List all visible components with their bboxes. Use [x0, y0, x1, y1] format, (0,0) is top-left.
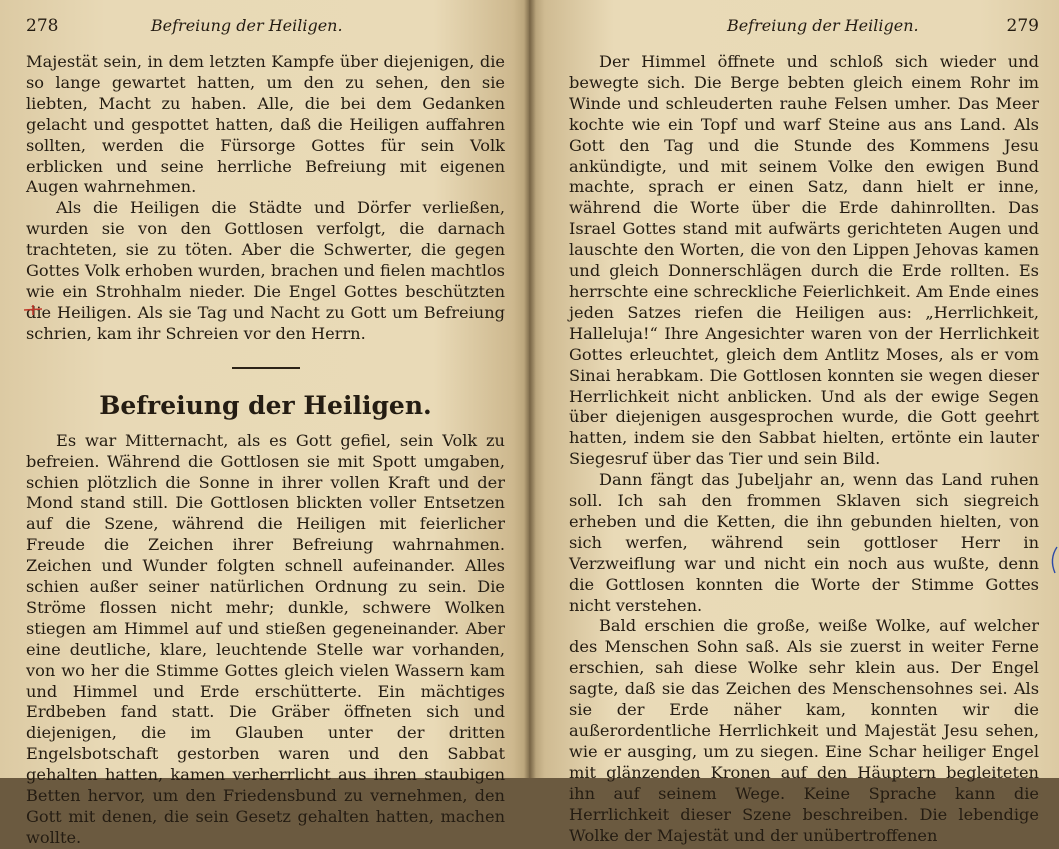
red-pen-mark-icon — [22, 303, 44, 317]
right-paragraph-2: Dann fängt das Jubeljahr an, wenn das Land ruhen soll. Ich sah den frommen Sklaven sich siegreich erheben und die Ketten, die ihn gebunden hielten, von sich werfen, während sein gottloser Herr in Verzweiflung war und nicht ein noch aus wußte, denn die Gottlosen konnten die Worte der Stimme Gottes nicht verstehen. — [569, 470, 1039, 615]
right-paragraph-3: Bald erschien die große, weiße Wolke, auf welcher des Menschen Sohn saß. Als sie zuerst in weiter Ferne erschien, sah diese Wolke sehr klein aus. Der Engel sagte, daß sie das Zeichen des Menschensohnes sei. Als sie der Erde näher kam, konnten wir die außerordentliche Herrlichkeit und Majestät Jesu sehen, wie er ausging, um zu siegen. Eine Schar heiliger Engel mit glänzenden Kronen auf den Häuptern begleiteten ihn auf seinem Wege. Keine Sprache kann die Herrlichkeit dieser Szene beschreiben. Die lebendige Wolke der Majestät und der unübertroffenen — [569, 616, 1039, 845]
left-paragraph-2: Als die Heiligen die Städte und Dörfer verließen, wurden sie von den Gottlosen verfolgt, die darnach trachteten, sie zu töten. Aber die Schwerter, die gegen Gottes Volk erhoben wurden, brachen und fielen machtlos wie ein Strohhalm nieder. Die Engel Gottes beschützten die Heiligen. Als sie Tag und Nacht zu Gott um Befreiung schrien, kam ihr Schreien vor den Herrn. — [26, 198, 505, 343]
section-heading: Befreiung der Heiligen. — [99, 390, 432, 420]
right-running-head — [569, 16, 1039, 40]
left-paragraph-1: Majestät sein, in dem letzten Kampfe über diejenigen, die so lange gewartet hatten, um den zu sehen, den sie liebten, Macht zu haben. Alle, die bei dem Gedanken gelacht und gespottet hatten, daß die Heiligen auffahren sollten, werden die Fürsorge Gottes für sein Volk erblicken und seine herrliche Befreiung mit eigenen Augen wahrnehmen. — [26, 52, 505, 197]
right-running-title: Befreiung der Heiligen. — [726, 16, 919, 35]
right-text-block — [569, 52, 1039, 846]
left-running-title: Befreiung der Heiligen. — [150, 16, 343, 35]
left-running-head — [26, 16, 505, 40]
right-paragraph-1: Der Himmel öffnete und schloß sich wieder und bewegte sich. Die Berge bebten gleich einem Rohr im Winde und schleuderten rauhe Felsen umher. Das Meer kochte wie ein Topf und warf Steine aus ans Land. Als Gott den Tag und die Stunde des Kommens Jesu ankündigte, und mit seinem Volke den ewigen Bund machte, sprach er einen Satz, dann hielt er inne, während die Worte über die Erde dahinrollten. Das Israel Gottes stand mit aufwärts gerichteten Augen und lauschte den Worten, die von den Lippen Jehovas kamen und gleich Donnerschlägen durch die Erde rollten. Es herrschte eine schreckliche Feierlichkeit. Am Ende eines jeden Satzes riefen die Heiligen aus: „Herrlichkeit, Halleluja!“ Ihre Angesichter waren von der Herrlichkeit Gottes erleuchtet, gleich dem Antlitz Moses, als er vom Sinai herabkam. Die Gottlosen konnten sie wegen dieser Herrlichkeit nicht anblicken. Und als der ewige Segen über diejenigen ausgesprochen wurde, die Gott geehrt hatten, indem sie den Sabbat hielten, ertönte ein lauter Siegesruf über das Tier und sein Bild. — [569, 52, 1039, 469]
section-separator — [232, 367, 300, 369]
left-text-block — [26, 52, 505, 849]
left-paragraph-3: Es war Mitternacht, als es Gott gefiel, sein Volk zu befreien. Während die Gottlosen sie mit Spott umgaben, schien plötzlich die Sonne in ihrer vollen Kraft und der Mond stand still. Die Gottlosen blickten voller Entsetzen auf die Szene, während die Heiligen mit feierlicher Freude die Zeichen ihrer Befreiung wahrnahmen. Zeichen und Wunder folgten schnell aufeinander. Alles schien außer seiner natürlichen Ordnung zu sein. Die Ströme flossen nicht mehr; dunkle, schwere Wolken stiegen am Himmel auf und stießen gegeneinander. Aber eine deutliche, klare, leuchtende Stelle war vorhanden, von wo her die Stimme Gottes gleich vielen Wassern kam und Himmel und Erde erschütterte. Ein mächtiges Erdbeben fand statt. Die Gräber öffneten sich und diejenigen, die im Glauben unter der dritten Engelsbotschaft gestorben waren und den Sabbat gehalten hatten, kamen verherrlicht aus ihren staubigen Betten hervor, um den Friedensbund zu vernehmen, den Gott mit denen, die sein Gesetz gehalten hatten, machen wollte. — [26, 430, 505, 847]
left-page-number: 278 — [26, 16, 59, 36]
right-page — [529, 0, 1059, 845]
right-page-number: 279 — [1006, 16, 1039, 36]
left-page — [0, 0, 529, 847]
blue-pen-mark-icon — [1045, 545, 1059, 575]
